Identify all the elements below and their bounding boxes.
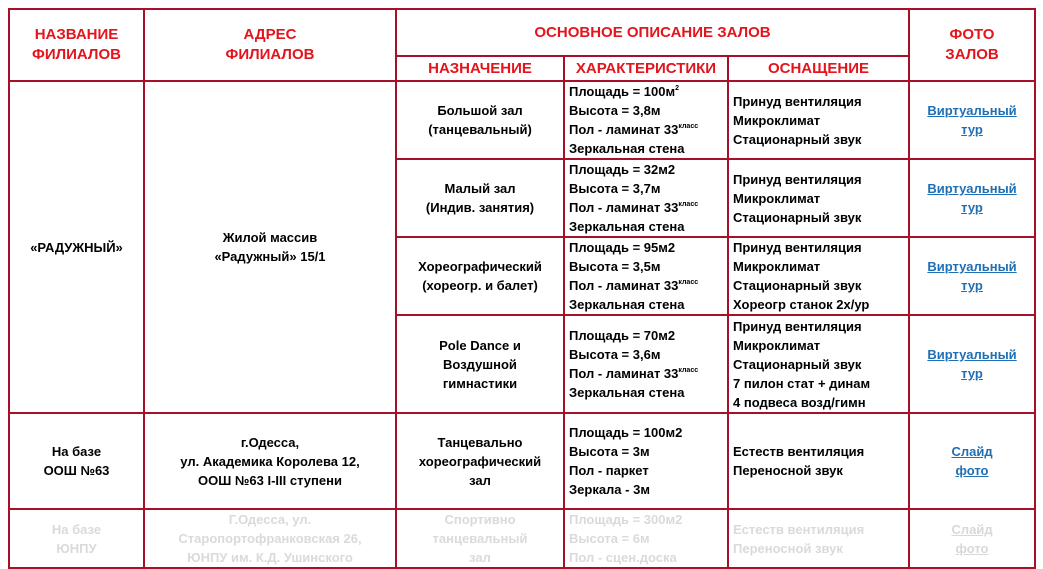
text-line: «РАДУЖНЫЙ»: [30, 239, 123, 255]
hall-equipment-cell: [728, 237, 909, 315]
text-line: тур: [961, 366, 983, 381]
text-line: Малый зал: [444, 181, 516, 196]
branch-name-cell: [9, 413, 144, 509]
text-line: фото: [955, 540, 989, 556]
text-line: Pole Dance и: [439, 337, 521, 353]
text-line: Микроклимат: [733, 190, 821, 206]
virtual-tour-link[interactable]: [914, 101, 1030, 139]
text-line: Слайд: [951, 444, 993, 459]
text-line: Микроклимат: [733, 259, 821, 274]
hall-characteristics-cell: [564, 413, 728, 509]
text-line: Г.Одесса, ул.: [228, 512, 312, 527]
text-line: тур: [961, 278, 983, 293]
text-line: Слайд: [951, 521, 993, 537]
hall-characteristics-cell: [564, 81, 728, 159]
text-line: Высота = 6м: [569, 531, 650, 546]
hall-characteristics-cell: [564, 315, 728, 413]
text-line: Естеств вентиляция: [733, 521, 865, 537]
text-line: ул. Академика Королева 12,: [180, 453, 360, 469]
branch-address-cell: [144, 413, 396, 509]
branch-name-cell: [9, 81, 144, 413]
hall-purpose-cell: [396, 81, 564, 159]
text-line: Площадь = 70м2: [569, 328, 676, 343]
table-body: [9, 81, 1035, 568]
text-line: (Индив. занятия): [425, 200, 535, 215]
text-line: Стационарный звук: [733, 131, 862, 147]
header-characteristics: ХАРАКТЕРИСТИКИ: [564, 56, 728, 81]
hall-photo-cell: [909, 413, 1035, 509]
text-line: Зеркальная стена: [569, 141, 685, 156]
header-equipment: ОСНАЩЕНИЕ: [728, 56, 909, 81]
text-line: Принуд вентиляция: [733, 318, 862, 334]
hall-equipment-cell: [728, 413, 909, 509]
branch-address-cell: [144, 509, 396, 568]
halls-table: [8, 8, 1036, 569]
hall-characteristics-cell: [564, 237, 728, 315]
virtual-tour-link[interactable]: [914, 345, 1030, 383]
text-line: зал: [469, 472, 491, 488]
text-line: Пол - сцен.доска: [569, 550, 677, 565]
text-line: фото: [955, 463, 989, 478]
header-photo: ФОТО ЗАЛОВ: [909, 9, 1035, 81]
text-line: тур: [961, 200, 983, 215]
text-line: Высота = 3,8м: [569, 103, 661, 118]
text-line: Переносной звук: [733, 463, 843, 478]
virtual-tour-link[interactable]: [914, 257, 1030, 295]
text-line: Принуд вентиляция: [733, 171, 862, 187]
text-line: Площадь = 32м2: [569, 162, 676, 177]
hall-characteristics-cell: [564, 159, 728, 237]
branch-address-cell: [144, 81, 396, 413]
text-line: Площадь = 300м2: [569, 512, 683, 527]
text-line: ЮНПУ: [56, 540, 97, 556]
text-line: Переносной звук: [733, 540, 843, 556]
hall-photo-cell: [909, 509, 1035, 568]
hall-purpose-cell: [396, 509, 564, 568]
text-line: Жилой массив: [222, 230, 318, 245]
text-line: Пол - ламинат $33^{класс}$: [569, 200, 699, 215]
text-line: Микроклимат: [733, 337, 821, 353]
slide-photo-link[interactable]: [914, 520, 1030, 558]
text-line: Старопортофранковская 26,: [178, 531, 362, 546]
header-purpose: НАЗНАЧЕНИЕ: [396, 56, 564, 81]
text-line: Зеркальная стена: [569, 219, 685, 234]
table-row: [9, 509, 1035, 568]
text-line: Виртуальный: [927, 259, 1017, 274]
text-line: Пол - паркет: [569, 463, 649, 478]
hall-purpose-cell: [396, 159, 564, 237]
text-line: Естеств вентиляция: [733, 444, 865, 459]
text-line: (танцевальный): [428, 122, 532, 137]
text-line: Микроклимат: [733, 112, 821, 128]
text-line: Воздушной: [443, 356, 517, 372]
hall-photo-cell: [909, 159, 1035, 237]
virtual-tour-link[interactable]: [914, 179, 1030, 217]
text-line: Спортивно: [444, 512, 516, 527]
hall-characteristics-cell: [564, 509, 728, 568]
table-row: [9, 81, 1035, 159]
text-line: Большой зал: [437, 103, 523, 118]
hall-purpose-cell: [396, 237, 564, 315]
text-line: ООШ №63: [43, 463, 110, 478]
header-main-description: ОСНОВНОЕ ОПИСАНИЕ ЗАЛОВ: [396, 9, 909, 56]
text-line: Высота = 3,7м: [569, 181, 661, 196]
hall-purpose-cell: [396, 413, 564, 509]
text-line: Пол - ламинат $33^{класс}$: [569, 122, 699, 137]
text-line: «Радужный» 15/1: [214, 249, 326, 264]
hall-equipment-cell: [728, 159, 909, 237]
text-line: Виртуальный: [927, 181, 1017, 196]
text-line: Стационарный звук: [733, 356, 862, 372]
hall-equipment-cell: [728, 509, 909, 568]
text-line: зал: [469, 550, 491, 565]
hall-equipment-cell: [728, 315, 909, 413]
text-line: г.Одесса,: [240, 434, 300, 450]
text-line: Высота = 3м: [569, 444, 650, 459]
text-line: Хореогр станок 2х/ур: [733, 297, 870, 312]
hall-photo-cell: [909, 81, 1035, 159]
text-line: 4 подвеса возд/гимн: [733, 394, 866, 410]
text-line: танцевальный: [432, 531, 528, 546]
text-line: 7 пилон стат + динам: [733, 375, 871, 391]
text-line: Стационарный звук: [733, 209, 862, 225]
text-line: На базе: [51, 521, 102, 537]
text-line: Танцевально: [437, 434, 523, 450]
branch-name-cell: [9, 509, 144, 568]
text-line: Принуд вентиляция: [733, 240, 862, 255]
text-line: хореографический: [418, 453, 542, 469]
table-row: [9, 413, 1035, 509]
text-line: Высота = 3,5м: [569, 259, 661, 274]
text-line: Пол - ламинат $33^{класс}$: [569, 278, 699, 293]
text-line: Зеркальная стена: [569, 385, 685, 400]
hall-purpose-cell: [396, 315, 564, 413]
text-line: Зеркала - 3м: [569, 482, 650, 497]
text-line: Принуд вентиляция: [733, 93, 862, 109]
text-line: ООШ №63 I-III ступени: [198, 472, 342, 488]
text-line: Зеркальная стена: [569, 297, 685, 312]
text-line: Стационарный звук: [733, 278, 862, 293]
hall-photo-cell: [909, 237, 1035, 315]
hall-photo-cell: [909, 315, 1035, 413]
slide-photo-link[interactable]: [914, 442, 1030, 480]
hall-equipment-cell: [728, 81, 909, 159]
text-line: Площадь = 95м2: [569, 240, 676, 255]
text-line: тур: [961, 122, 983, 137]
text-line: Пол - ламинат $33^{класс}$: [569, 366, 699, 381]
text-line: (хореогр. и балет): [422, 278, 538, 293]
text-line: ЮНПУ им. К.Д. Ушинского: [187, 550, 353, 565]
header-branch-address: АДРЕС ФИЛИАЛОВ: [144, 9, 396, 81]
text-line: Виртуальный: [927, 347, 1017, 362]
text-line: Виртуальный: [927, 103, 1017, 118]
text-line: Высота = 3,6м: [569, 347, 661, 362]
text-line: Хореографический: [418, 259, 542, 274]
header-branch-name: НАЗВАНИЕ ФИЛИАЛОВ: [9, 9, 144, 81]
text-line: На базе: [51, 444, 102, 459]
text-line: гимнастики: [442, 375, 518, 391]
text-line: Площадь = 100м2: [569, 425, 683, 440]
text-line: Площадь = $100м^2$: [569, 84, 680, 99]
